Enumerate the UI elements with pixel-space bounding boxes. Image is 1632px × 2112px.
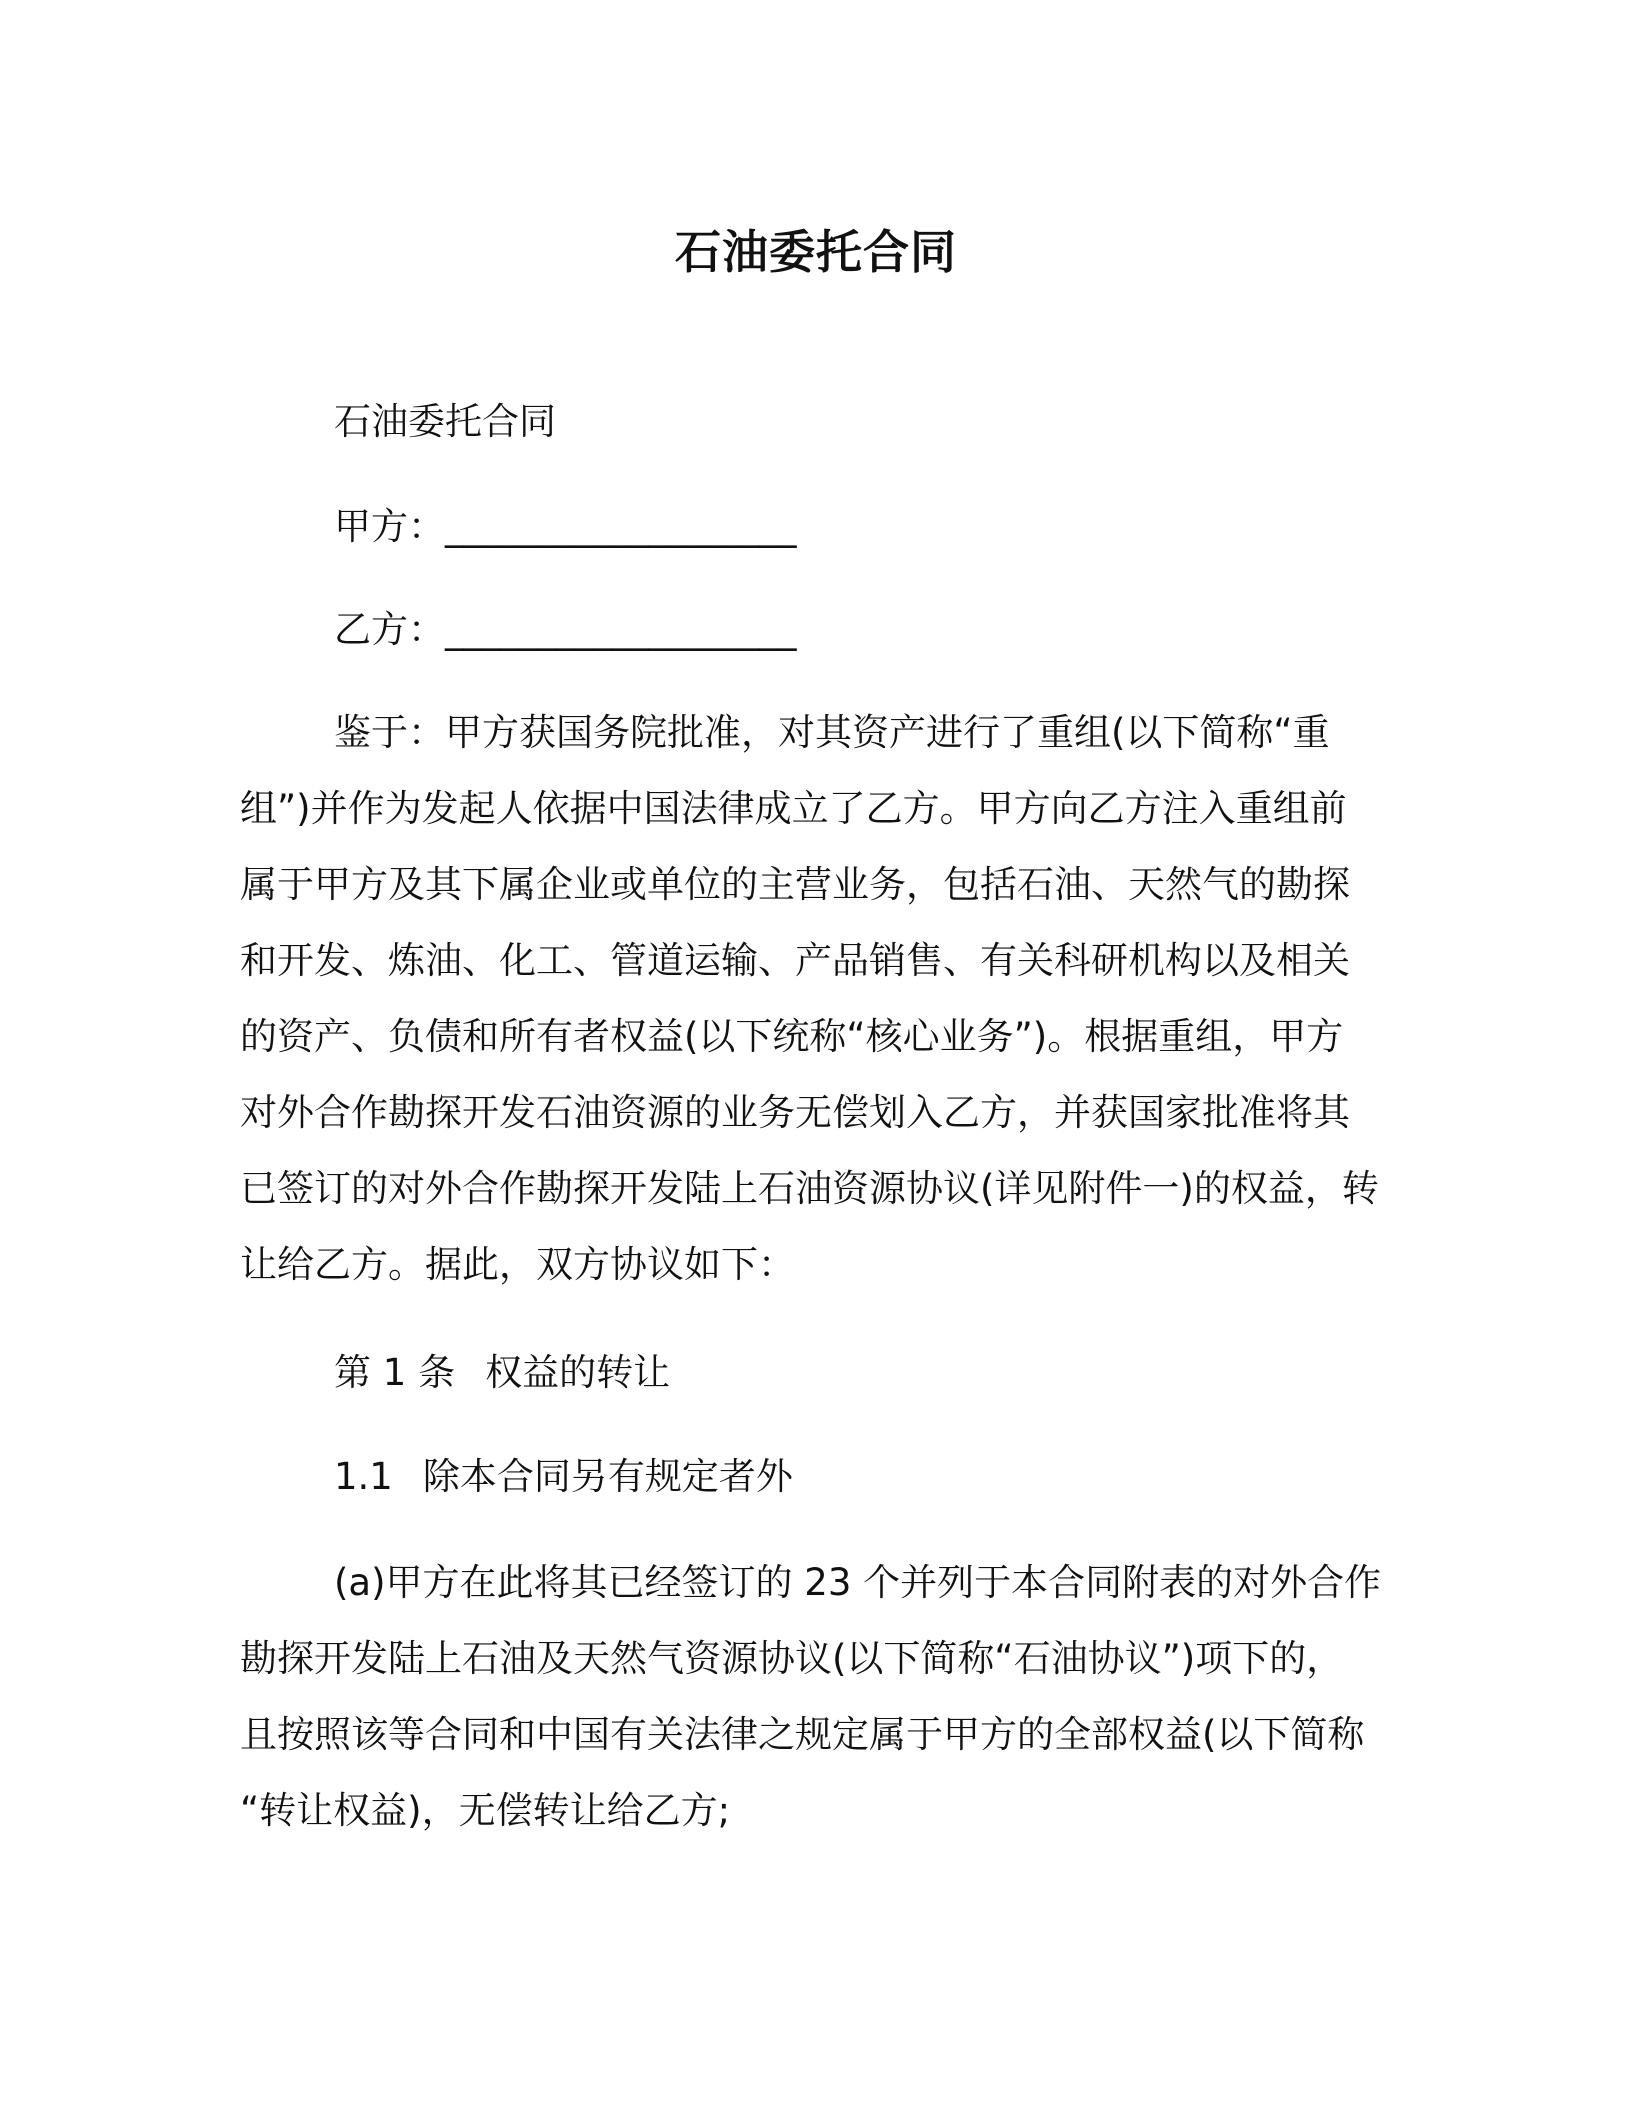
contract-subtitle: 石油委托合同 bbox=[334, 400, 556, 443]
party-a-line: 甲方：___________________ bbox=[334, 505, 797, 548]
article-title: 权益的转让 bbox=[485, 1351, 671, 1394]
whereas-line: 组”)并作为发起人依据中国法律成立了乙方。甲方向乙方注入重组前 bbox=[240, 787, 1347, 830]
clause-number: 1.1 bbox=[334, 1455, 393, 1498]
whereas-line: 鉴于：甲方获国务院批准，对其资产进行了重组(以下简称“重 bbox=[334, 711, 1330, 754]
clause-a-line: “转让权益)，无偿转让给乙方; bbox=[240, 1789, 731, 1832]
whereas-line: 对外合作勘探开发石油资源的业务无偿划入乙方，并获国家批准将其 bbox=[240, 1091, 1350, 1134]
whereas-line: 已签订的对外合作勘探开发陆上石油资源协议(详见附件一)的权益，转 bbox=[240, 1167, 1379, 1210]
article-number: 第 1 条 bbox=[334, 1351, 456, 1394]
clause-a-line: (a)甲方在此将其已经签订的 23 个并列于本合同附表的对外合作 bbox=[334, 1561, 1382, 1604]
whereas-line: 和开发、炼油、化工、管道运输、产品销售、有关科研机构以及相关 bbox=[240, 939, 1350, 982]
party-b-line: 乙方：___________________ bbox=[334, 608, 797, 651]
whereas-line: 的资产、负债和所有者权益(以下统称“核心业务”)。根据重组，甲方 bbox=[240, 1015, 1344, 1058]
clause-a-line: 勘探开发陆上石油及天然气资源协议(以下简称“石油协议”)项下的， bbox=[240, 1637, 1344, 1680]
document-title: 石油委托合同 bbox=[675, 225, 957, 279]
clause-title: 除本合同另有规定者外 bbox=[422, 1455, 793, 1498]
clause-a-line: 且按照该等合同和中国有关法律之规定属于甲方的全部权益(以下简称 bbox=[240, 1713, 1365, 1756]
clause-1-1-heading bbox=[334, 1452, 793, 1502]
article-1-heading bbox=[334, 1348, 670, 1398]
whereas-line: 让给乙方。据此，双方协议如下： bbox=[240, 1243, 795, 1286]
whereas-line: 属于甲方及其下属企业或单位的主营业务，包括石油、天然气的勘探 bbox=[240, 863, 1350, 906]
